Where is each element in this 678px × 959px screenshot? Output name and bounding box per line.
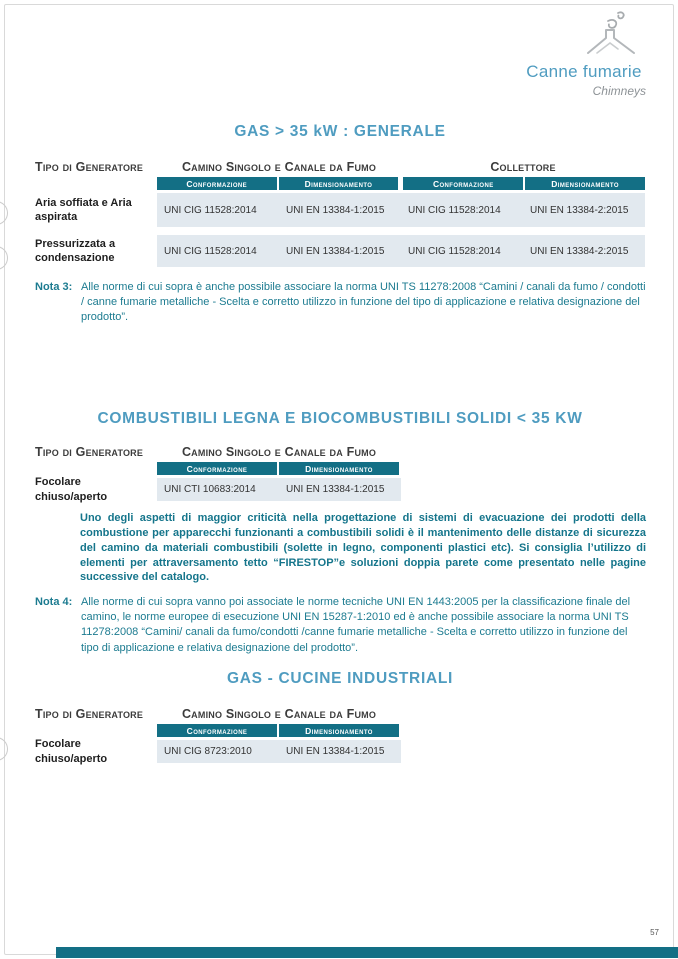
edge-tab-mark: [0, 737, 8, 761]
nota-3: [35, 280, 647, 326]
section-title-cucine: GAS - CUCINE INDUSTRIALI: [226, 670, 454, 687]
row-cells: [157, 740, 401, 763]
cell-conformazione-collettore: UNI CIG 11528:2014: [408, 245, 501, 257]
subheader-conformazione: Conformazione: [403, 177, 523, 190]
column-header-tipo-generatore: Tipo di Generatore: [35, 160, 144, 174]
table-header-row: [35, 444, 647, 459]
cell-dimensionamento-camino: UNI EN 13384-1:2015: [286, 204, 385, 216]
brand-subtitle: Chimneys: [592, 84, 646, 98]
cell-dimensionamento-collettore: UNI EN 13384-2:2015: [530, 245, 629, 257]
chimney-smoke-icon: [516, 8, 652, 62]
cell-dimensionamento-collettore: UNI EN 13384-2:2015: [530, 204, 629, 216]
brand-logo: [516, 8, 652, 98]
cell-conformazione-camino: UNI CIG 11528:2014: [164, 245, 257, 257]
edge-tab-mark: [0, 201, 8, 225]
subheader-dimensionamento: Dimensionamento: [279, 724, 399, 737]
table-row: [35, 740, 647, 763]
page-number: 57: [650, 928, 659, 937]
row-cells: [157, 235, 645, 267]
table-gas-generale: [35, 159, 647, 267]
subheader-spacer: [35, 177, 157, 190]
table-legna: [35, 444, 647, 501]
subheader-conformazione: Conformazione: [157, 462, 277, 475]
edge-tab-mark: [0, 246, 8, 270]
nota-4: [35, 595, 647, 656]
cell-conformazione: UNI CTI 10683:2014: [164, 484, 256, 495]
cell-dimensionamento: UNI EN 13384-1:2015: [286, 484, 385, 495]
section-title-gas-generale: GAS > 35 kW : GENERALE: [234, 123, 446, 140]
subheader-spacer: [35, 462, 157, 475]
subheader-dimensionamento: Dimensionamento: [279, 177, 399, 190]
table-cucine: [35, 706, 647, 763]
brand-name: Canne fumarie: [526, 62, 642, 81]
table-header-row: [35, 706, 647, 721]
row-label: Focolare chiuso/aperto: [35, 738, 108, 765]
table-subheader-row: [35, 177, 647, 190]
column-group-camino-singolo: Camino Singolo e Canale da Fumo: [181, 707, 377, 721]
column-header-tipo-generatore: Tipo di Generatore: [35, 707, 144, 721]
subheader-spacer: [35, 724, 157, 737]
table-subheader-row: [35, 462, 647, 475]
nota-label: Nota 4:: [35, 596, 73, 608]
column-group-camino-singolo: Camino Singolo e Canale da Fumo: [181, 445, 377, 459]
cell-conformazione-camino: UNI CIG 11528:2014: [164, 204, 257, 216]
table-header-row: [35, 159, 647, 174]
cell-conformazione-collettore: UNI CIG 11528:2014: [408, 204, 501, 216]
row-cells: [157, 193, 645, 227]
table-row: [35, 235, 647, 267]
subheader-conformazione: Conformazione: [157, 177, 277, 190]
cell-conformazione: UNI CIG 8723:2010: [164, 746, 252, 757]
table-row: [35, 193, 647, 227]
column-header-tipo-generatore: Tipo di Generatore: [35, 445, 144, 459]
section-title-legna: COMBUSTIBILI LEGNA E BIOCOMBUSTIBILI SOLIDI < 35 KW: [97, 410, 583, 427]
row-cells: [157, 478, 401, 501]
footer-accent-bar: [56, 947, 678, 958]
nota-text: Alle norme di cui sopra vanno poi associate le norme tecniche UNI EN 1443:2005 per la classificazione finale del camino, le norme europee di esecuzione UNI EN 15287-1:2010 ed è anche possibile associare la norma UNI TS 11278:2008 “Camini/ canali da fumo/condotti /canne fumarie metalliche - Scelta e corretto utilizzo in funzione del tipo di applicazione e relativa designazione del prodotto”.: [81, 596, 631, 654]
table-row: [35, 478, 647, 501]
row-label: Aria soffiata e Aria aspirata: [35, 196, 132, 223]
table-subheader-row: [35, 724, 647, 737]
row-label: Focolare chiuso/aperto: [35, 476, 108, 503]
subheader-dimensionamento: Dimensionamento: [279, 462, 399, 475]
nota-text: Alle norme di cui sopra è anche possibile associare la norma UNI TS 11278:2008 “Camini / canali da fumo / condotti / canne fumarie metalliche - Scelta e corretto utilizzo in funzione del tipo di applicazione e relativa designazione del prodotto”.: [81, 281, 646, 324]
cell-dimensionamento: UNI EN 13384-1:2015: [286, 746, 385, 757]
subheader-conformazione: Conformazione: [157, 724, 277, 737]
subheader-dimensionamento: Dimensionamento: [525, 177, 645, 190]
safety-warning-paragraph: Uno degli aspetti di maggior criticità nella progettazione di sistemi di evacuazione dei prodotti della combustione per apparecchi funzionanti a combustibili solidi è il mantenimento delle distanze di sicurezza del camino da materiali combustibili (solette in legno, componenti plastici etc). Si consiglia l’utilizzo di elementi per attraversamento tetto “FIRESTOP”e soluzioni doppia parete come presentato nelle pagine successive del catalogo.: [80, 512, 646, 584]
column-group-collettore: Collettore: [490, 160, 556, 174]
row-label: Pressurizzata a condensazione: [35, 237, 116, 264]
cell-dimensionamento-camino: UNI EN 13384-1:2015: [286, 245, 385, 257]
nota-label: Nota 3:: [35, 281, 73, 293]
column-group-camino-singolo: Camino Singolo e Canale da Fumo: [181, 160, 377, 174]
